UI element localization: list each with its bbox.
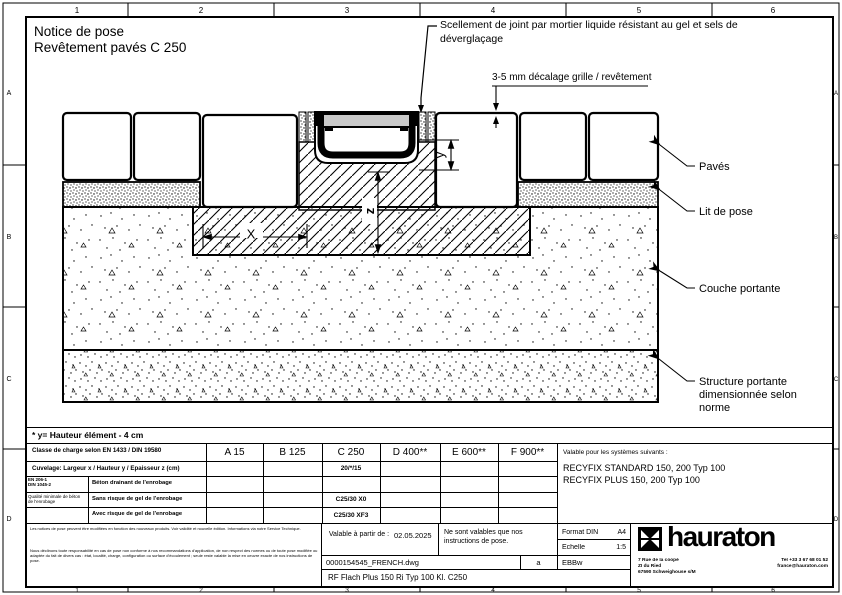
paver [589,113,658,180]
frost-c250-value: C25/30 XF3 [333,511,369,519]
divider [557,443,558,569]
drain-channel [314,112,419,163]
label-structure-portante-2: dimensionnée selon [699,389,797,401]
concrete-quality-label: Qualité minimale de béton de l'enrobage [28,494,81,505]
zone-col-label: 5 [637,587,641,594]
layer-leaders [659,145,695,381]
phone-number: Tel +33 3 67 68 01 52 [781,558,828,563]
hauraton-logo-icon [638,527,662,551]
address-line-1: 7 Rue de la coopé [638,558,679,563]
paver [134,113,200,180]
zone-col-label: 2 [199,587,203,594]
label-lit-de-pose: Lit de pose [699,206,753,218]
zone-row-label: C [6,376,12,383]
norm-en206: EN 206-1 [28,477,48,482]
divider [557,539,630,540]
load-class-b125: B 125 [279,446,306,458]
zone-col-label: 4 [491,587,495,594]
load-class-d400: D 400** [392,446,428,458]
paver [203,115,297,207]
divider [88,476,89,523]
zone-col-label: 4 [490,6,496,15]
paver [520,113,586,180]
valid-from-label: Valable à partir de : [328,531,390,538]
load-class-a15: A 15 [224,446,245,458]
divider [26,427,833,428]
format-label: Format DIN [562,529,599,536]
page-title-line2: Revêtement pavés C 250 [34,40,187,55]
row-frost-label: Avec risque de gel de l'enrobage [92,511,183,517]
label-paves: Pavés [699,161,730,173]
zone-col-label: 6 [770,6,776,15]
divider [26,492,557,493]
label-structure-portante-1: Structure portante [699,376,788,388]
grate [323,114,410,127]
zone-col-label: 2 [198,6,204,15]
zone-col-label: 3 [344,6,350,15]
divider [321,555,630,556]
divider [630,523,631,587]
author-initials: EBBw [562,558,583,567]
title-block [26,427,833,587]
zone-row-label: B [6,234,12,241]
divider [26,461,557,462]
scale-value: 1:5 [616,544,626,551]
valid-from-date: 02.05.2025 [394,531,432,540]
systems-heading: Valable pour les systèmes suivants : [563,449,668,456]
surround-dims-c250-value: 20/*/15 [340,465,362,472]
dimension-z-label: z [362,207,377,215]
scellement-leader [418,26,437,113]
page-title-line1: Notice de pose [34,24,125,39]
label-structure-portante-3: norme [699,402,731,414]
scale-label: Echelle [562,544,585,551]
load-class-f900: F 900** [510,446,545,458]
divider [26,507,557,508]
channel-edge-rail [410,112,419,126]
zone-row-label: A [6,90,12,97]
hauraton-wordmark: hauraton [667,521,775,552]
zone-col-label: 1 [75,587,79,594]
annotation-decalage: 3-5 mm décalage grille / revêtement [492,72,652,83]
paver [436,113,517,207]
dimension-x-label: X [246,226,256,242]
file-name: 0000154545_FRENCH.dwg [326,558,419,567]
layer-structure-portante [63,350,658,402]
zone-col-label: 1 [74,6,80,15]
divider [321,569,630,570]
drawing-name: RF Flach Plus 150 Ri Typ 100 Kl. C250 [328,573,468,582]
zone-col-label: 5 [636,6,642,15]
systems-item-1: RECYFIX STANDARD 150, 200 Typ 100 [563,463,726,473]
format-value: A4 [617,529,626,536]
legal-paragraph-1: Les notices de pose peuvent être modifiées en fonction des nouveaux produits. Voir validité et nouvelle édition. Informations via notre Service Technique. [30,526,301,531]
norm-din1045: DIN 1045-2 [28,482,52,487]
systems-item-2: RECYFIX PLUS 150, 200 Typ 100 [563,475,700,485]
legal-paragraph-2: Nous déclinons toute responsabilité en cas de pose non conforme à nos recommandations d'application, de non respect des normes ou de toute pose modifiée ou adaptée du fait de divers cas : état, localité, charge, configuration ou surface d'écoulement ; seule reste valable la mise en oeuvre exacte de nos instructions de pose. [30,548,318,563]
no-frost-c250-value: C25/30 X0 [335,496,367,503]
zone-row-label: C [833,377,839,383]
footnote-y: * y= Hauteur élément - 4 cm [32,430,144,440]
zone-row-label: D [6,516,12,523]
zone-row-label: A [833,91,839,97]
load-class-row-label: Classe de charge selon EN 1433 / DIN 19580 [32,447,162,454]
address-line-3: 67590 Schweighouse s/M [638,570,696,575]
address-line-2: ZI du Ried [638,564,662,569]
validity-note: Ne sont valables que nos instructions de pose. [444,529,523,545]
zone-row-label: B [833,235,839,241]
surround-dims-row-label: Cuvelage: Largeur x / Hauteur y / Epaisseur z (cm) [32,465,180,472]
row-no-frost-label: Sans risque de gel de l'enrobage [92,496,183,502]
zone-col-label: 6 [771,587,775,594]
annotation-scellement-line2: déverglaçage [440,33,504,45]
label-couche-portante: Couche portante [699,283,781,295]
zone-col-label: 3 [345,587,349,594]
divider [26,476,557,477]
email-address: france@hauraton.com [777,564,828,569]
channel-edge-rail [314,112,323,126]
annotation-scellement-line1: Scellement de joint par mortier liquide résistant au gel et sels de [440,19,738,31]
load-class-e600: E 600** [452,446,486,458]
zone-row-label: D [833,517,839,523]
revision: a [536,557,541,567]
load-class-c250: C 250 [337,446,365,458]
row-drain-concrete-label: Béton drainant de l'enrobage [92,480,172,486]
paver [63,113,131,180]
dimension-y-label: y [432,151,447,159]
